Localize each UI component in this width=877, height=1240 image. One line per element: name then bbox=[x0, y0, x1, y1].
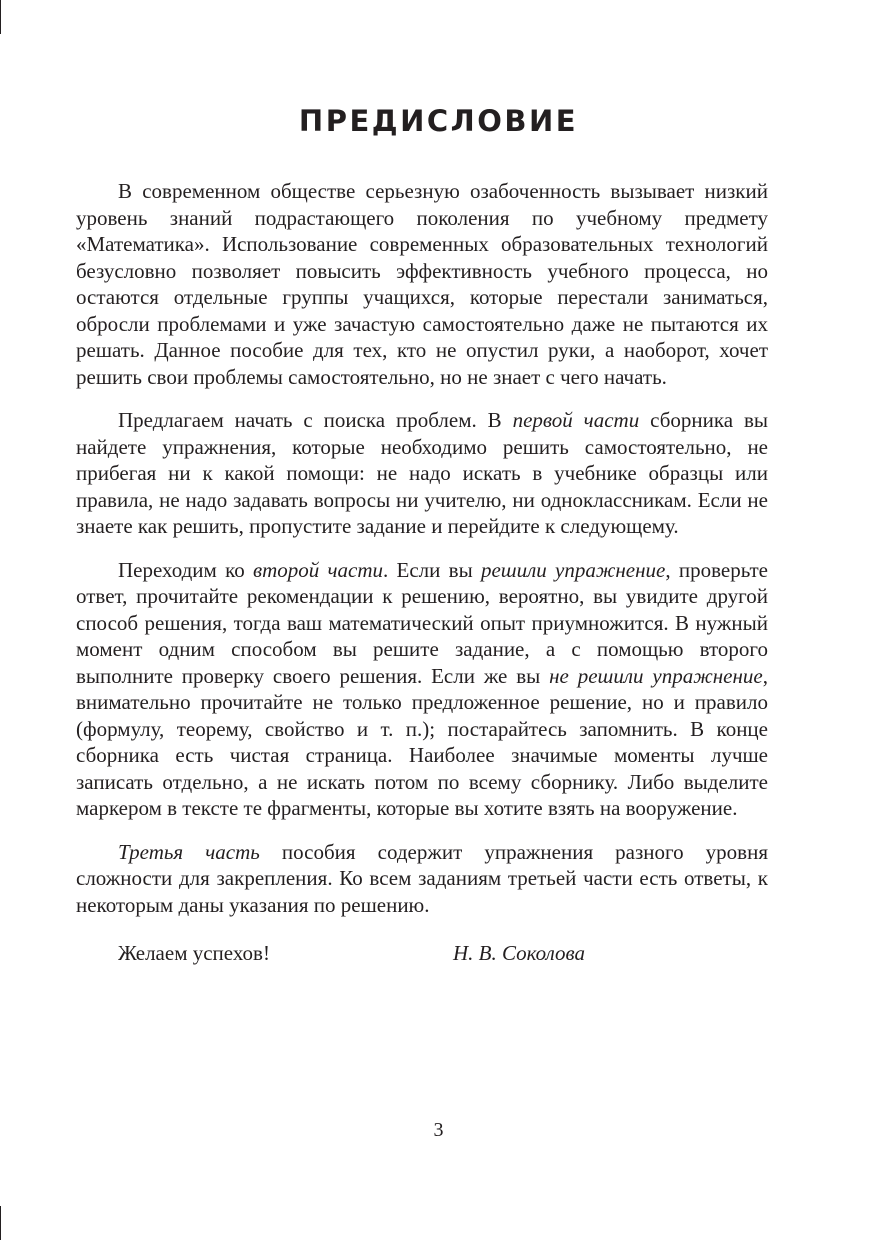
text-run: , проверьте ответ, прочитайте рекомендации к решению, вероятно, вы увидите другой способ решения, тогда ваш математический опыт приумножится. В нужный момент одним способом вы решите задание, а с помощью второго выполните проверку своего решения. Если же вы bbox=[76, 557, 768, 688]
text-run: . Если вы bbox=[383, 557, 481, 582]
emphasis-first-part: первой части bbox=[512, 408, 640, 432]
text-run: сборника вы найдете упражнения, которые необходимо решить самостоятельно, не прибегая ни к какой помощи: не надо искать в учебнике образцы или правила, не надо задавать вопросы ни учителю, ни одноклассникам. Если не знаете как решить, пропустите задание и перейдите к следующему. bbox=[76, 408, 769, 538]
crop-mark-top bbox=[0, 0, 1, 34]
text-run: Переходим ко bbox=[118, 557, 253, 582]
paragraph-1: В современном обществе серьезную озабоченность вызывает низкий уровень знаний подрастающего поколения по учебному предмету «Математика». Использование современных образовательных технологий безусловно позволяет повысить эффективность учебного процесса, но остаются отдельные группы учащихся, которые перестали заниматься, обросли проблемами и уже зачастую самостоятельно даже не пытаются их решать. Данное пособие для тех, кто не опустил руки, а наоборот, хочет решить свои проблемы самостоятельно, но не знает с чего начать. bbox=[76, 179, 768, 389]
text-run: , внимательно прочитайте не только предложенное решение, но и правило (формулу, теорему, свойство и т. п.); постарайтесь запомнить. В конце сборника есть чистая страница. Наиболее значимые моменты лучше записать отдельно, а не искать потом по всему сборнику. Либо выделите маркером в тексте те фрагменты, которые вы хотите взять на вооружение. bbox=[76, 663, 768, 820]
greeting: Желаем успехов! bbox=[118, 941, 270, 965]
paragraph-3 bbox=[76, 557, 768, 822]
crop-mark-bottom bbox=[0, 1206, 1, 1240]
page-title: ПРЕДИСЛОВИЕ bbox=[298, 104, 579, 138]
paragraph-2 bbox=[76, 407, 768, 540]
emphasis-solved: решили упражнение bbox=[480, 557, 666, 582]
text-run: Предлагаем начать с поиска проблем. В bbox=[118, 408, 513, 432]
page-number: 3 bbox=[433, 1119, 444, 1141]
paragraph-4 bbox=[76, 839, 768, 919]
preface-body bbox=[76, 178, 768, 935]
emphasis-third-part: Третья часть bbox=[118, 839, 260, 864]
text-run: пособия содержит упражнения разного уровня сложности для закрепления. Ко всем заданиям третьей части есть ответы, к некоторым даны указания по решению. bbox=[76, 839, 768, 917]
emphasis-second-part: второй части bbox=[252, 557, 384, 582]
author-name: Н. В. Соколова bbox=[453, 941, 586, 965]
emphasis-not-solved: не решили упражнение bbox=[549, 663, 763, 688]
